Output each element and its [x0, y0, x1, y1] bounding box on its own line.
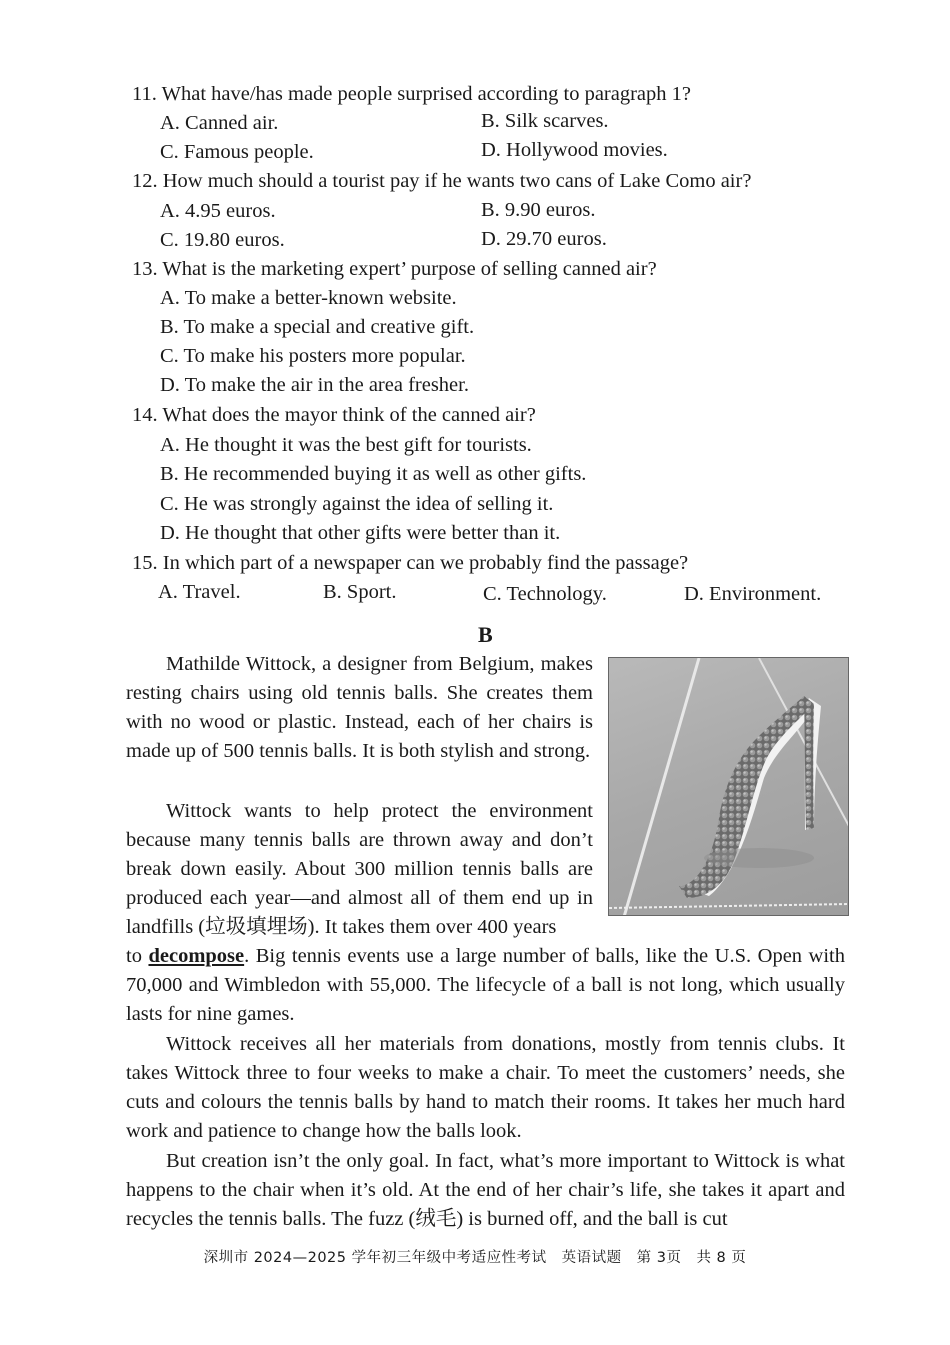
option-14c: C. He was strongly against the idea of selling it. [160, 493, 554, 515]
option-15c: C. Technology. [483, 583, 607, 605]
option-11d: D. Hollywood movies. [481, 139, 668, 161]
passage-paragraph-2a: Wittock wants to help protect the environment because many tennis balls are thrown away and don’t break down easily. About 300 million tennis balls are produced each year—and almost all of them end up in landfills (垃圾填埋场). It takes them over 400 years [126, 800, 593, 938]
tennis-ball-chair-photo [608, 657, 849, 916]
option-11b: B. Silk scarves. [481, 110, 609, 132]
option-12d: D. 29.70 euros. [481, 228, 607, 250]
passage-paragraph-4: But creation isn’t the only goal. In fact, what’s more important to Wittock is what happens to the chair when it’s old. At the end of her chair’s life, she takes it apart and recycles the tennis balls. The fuzz (绒毛) is burned off, and the ball is cut [126, 1150, 845, 1230]
page-footer: 深圳市 2024—2025 学年初三年级中考适应性考试 英语试题 第 3页 共 8 页 [203, 1250, 747, 1266]
passage-paragraph-2b: to decompose. Big tennis events use a large number of balls, like the U.S. Open with 70,000 and Wimbledon with 55,000. The lifecycle of a ball is not long, which usually lasts for nine games. [126, 945, 845, 1025]
question-15: 15. In which part of a newspaper can we probably find the passage? [132, 552, 689, 574]
option-12c: C. 19.80 euros. [160, 229, 285, 251]
passage-paragraph-1: Mathilde Wittock, a designer from Belgium, makes resting chairs using old tennis balls. She creates them with no wood or plastic. Instead, each of her chairs is made up of 500 tennis balls. It is both stylish and strong. [126, 653, 593, 762]
passage-paragraph-3: Wittock receives all her materials from donations, mostly from tennis clubs. It takes Wittock three to four weeks to make a chair. To meet the customers’ needs, she cuts and colours the tennis balls by hand to match their rooms. It takes her much hard work and patience to change how the balls look. [126, 1033, 845, 1142]
option-14d: D. He thought that other gifts were better than it. [160, 522, 561, 544]
option-15b: B. Sport. [323, 581, 397, 603]
question-11: 11. What have/has made people surprised according to paragraph 1? [132, 83, 692, 105]
option-14a: A. He thought it was the best gift for tourists. [160, 434, 532, 456]
section-b-heading: B [478, 622, 493, 647]
option-13c: C. To make his posters more popular. [160, 345, 466, 367]
option-15a: A. Travel. [158, 581, 241, 603]
option-12b: B. 9.90 euros. [481, 199, 596, 221]
option-12a: A. 4.95 euros. [160, 200, 276, 222]
option-11c: C. Famous people. [160, 141, 314, 163]
question-12: 12. How much should a tourist pay if he wants two cans of Lake Como air? [132, 170, 752, 192]
option-13b: B. To make a special and creative gift. [160, 316, 475, 338]
option-13a: A. To make a better-known website. [160, 287, 457, 309]
question-14: 14. What does the mayor think of the canned air? [132, 404, 536, 426]
question-13: 13. What is the marketing expert’ purpose of selling canned air? [132, 258, 657, 280]
option-15d: D. Environment. [684, 583, 822, 605]
vocab-word-decompose: decompose [148, 945, 245, 967]
option-13d: D. To make the air in the area fresher. [160, 374, 469, 396]
option-11a: A. Canned air. [160, 112, 279, 134]
option-14b: B. He recommended buying it as well as other gifts. [160, 463, 587, 485]
